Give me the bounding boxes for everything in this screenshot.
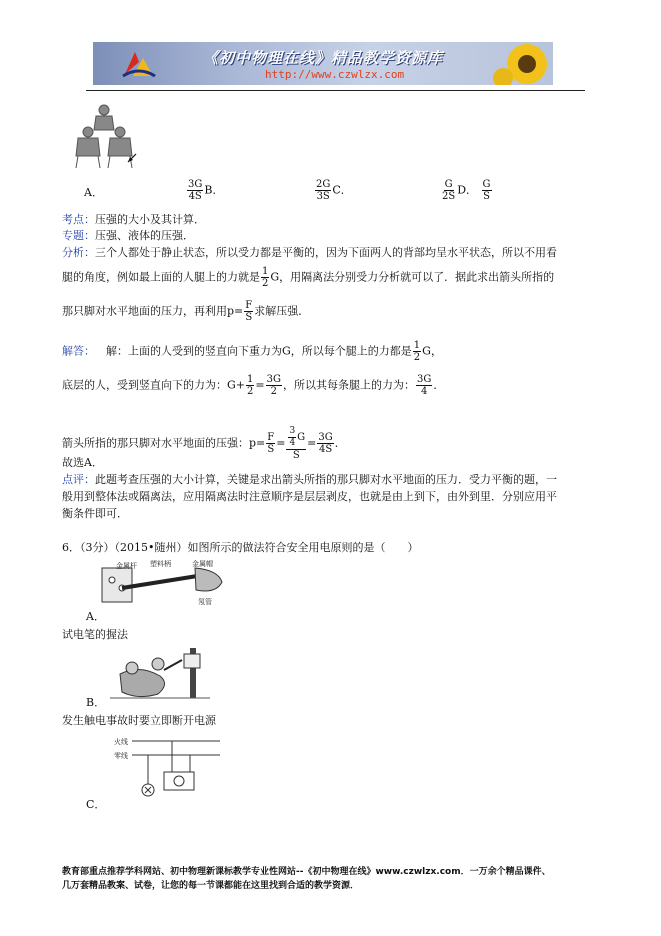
- frac-den: 4: [289, 438, 296, 448]
- dianping-line1: [62, 473, 557, 487]
- conclusion: 故选A．: [62, 456, 103, 469]
- g-text: G: [297, 432, 306, 443]
- frac-num: 3G: [266, 374, 281, 385]
- fenxi-line2: [62, 266, 554, 289]
- eq-sign: =: [255, 378, 265, 392]
- banner-title: 《初中物理在线》精品教学资源库: [203, 49, 444, 67]
- fenxi-label: 分析：: [62, 246, 95, 259]
- q5-option-a-frac: [186, 179, 223, 202]
- frac-num: G: [444, 179, 453, 190]
- q5-option-b-frac: [314, 179, 352, 202]
- p-eq: p=: [227, 304, 244, 318]
- frac-den: 2: [262, 278, 269, 289]
- jieda-label: 解答：: [62, 344, 95, 358]
- frac-den: S: [292, 450, 300, 461]
- kaodian-row: [62, 213, 205, 227]
- jieda-text-3a: 箭头所指的那只脚对水平地面的压强：p=: [62, 436, 266, 450]
- dianping-label: 点评：: [62, 473, 95, 486]
- jieda-line3: [62, 426, 346, 461]
- frac-num: [286, 426, 306, 450]
- header-banner: [93, 42, 553, 85]
- kaodian-text: 压强的大小及其计算．: [95, 213, 205, 226]
- period: ．: [334, 436, 346, 450]
- period: ．: [433, 378, 445, 392]
- fig-label: 金属杆: [116, 562, 137, 570]
- test-pen-figure: [100, 560, 235, 610]
- jieda-line1: [62, 340, 442, 363]
- fenxi-text-2b: G，用隔离法分别受力分析就可以了．据此求出箭头所指的: [270, 270, 555, 284]
- frac-num: 1: [247, 374, 254, 385]
- fenxi-line1: [62, 246, 557, 260]
- fenxi-text-3a: 那只脚对水平地面的压力，再利用: [62, 304, 227, 318]
- fenxi-line3: [62, 300, 309, 323]
- frac-num: 3G: [188, 179, 203, 190]
- frac-num: G: [482, 179, 491, 190]
- zhuanti-row: [62, 229, 194, 243]
- q5-option-d[interactable]: D．: [457, 183, 478, 197]
- frac-num: 1: [413, 340, 421, 351]
- banner-url[interactable]: http://www.czwlzx.com: [265, 68, 405, 81]
- frac-den: 2: [413, 352, 421, 363]
- q5-option-c[interactable]: C．: [332, 183, 352, 197]
- zhuanti-text: 压强、液体的压强．: [95, 229, 194, 242]
- frac-num: F: [267, 432, 275, 443]
- zhuanti-label: 专题：: [62, 229, 95, 242]
- fenxi-text-3b: 求解压强．: [254, 304, 310, 318]
- frac-den: 2: [247, 386, 254, 397]
- q6-caption-a: 试电笔的握法: [62, 628, 128, 641]
- frac-den: S: [245, 312, 253, 323]
- wiring-diagram-figure: [112, 732, 222, 804]
- q6-caption-b: 发生触电事故时要立即断开电源: [62, 714, 216, 727]
- frac-den: S: [267, 444, 275, 455]
- frac-den: 4: [420, 386, 428, 397]
- jieda-text-2a: 底层的人，受到竖直向下的力为：G+: [62, 378, 246, 392]
- frac-den: 4S: [318, 444, 333, 455]
- footer-line1: 教育部重点推荐学科网站、初中物理新课标教学专业性网站--《初中物理在线》www.czwlzx.com．一万余个精品课件、: [62, 867, 551, 877]
- frac-den: 3S: [316, 191, 330, 202]
- q5-option-b[interactable]: B．: [204, 183, 224, 197]
- frac-num: 3G: [318, 432, 333, 443]
- frac-den: 4S: [188, 191, 202, 202]
- fig-label: 火线: [114, 738, 128, 746]
- q6-stem: 6．（3分）（2015•随州）如图所示的做法符合安全用电原则的是（ ）: [62, 541, 419, 554]
- jieda-text-1b: G，: [422, 344, 442, 358]
- header-rule: [86, 90, 585, 91]
- fig-label: 零线: [114, 752, 128, 760]
- frac-num: 3G: [416, 374, 432, 385]
- q6-option-c[interactable]: C．: [86, 798, 106, 811]
- fenxi-text-2a: 腿的角度，例如最上面的人腿上的力就是: [62, 270, 260, 284]
- frac-num: 3: [289, 426, 296, 436]
- kaodian-label: 考点：: [62, 213, 95, 226]
- eq-sign: =: [276, 436, 286, 450]
- frac-num: F: [245, 300, 253, 311]
- sunflower-icon: [493, 42, 553, 85]
- frac-den: S: [483, 191, 490, 202]
- q5-option-a[interactable]: A．: [84, 186, 103, 199]
- q6-option-b[interactable]: B．: [86, 696, 106, 709]
- fig-label: 塑料柄: [150, 560, 171, 568]
- jieda-text-1a: 解：上面的人受到的竖直向下重力为G，所以每个腿上的力都是: [106, 344, 412, 358]
- stacked-people-figure: [70, 102, 140, 170]
- electric-shock-figure: [110, 644, 210, 702]
- fig-label: 氖管: [198, 598, 212, 606]
- frac-den: 2: [270, 386, 277, 397]
- site-logo-icon: [121, 48, 157, 80]
- frac-num: 2G: [316, 179, 331, 190]
- fenxi-text-1: 三个人都处于静止状态，所以受力都是平衡的，因为下面两人的背部均呈水平状态，所以不用看: [95, 246, 557, 259]
- q6-option-a[interactable]: A．: [86, 610, 105, 623]
- dianping-line2: 般用到整体法或隔离法，应用隔离法时注意顺序是层层剥皮，也就是由上到下，由外到里．分别应用平: [62, 490, 557, 503]
- frac-num: 1: [262, 266, 269, 277]
- jieda-text-2b: ，所以其每条腿上的力为：: [282, 378, 415, 392]
- q5-option-c-frac: [440, 179, 493, 202]
- fig-label: 金属帽: [192, 560, 213, 568]
- footer-line2: 几万套精品教案、试卷，让您的每一节课都能在这里找到合适的教学资源．: [62, 881, 360, 891]
- dianping-text-1: 此题考查压强的大小计算，关键是求出箭头所指的那只脚对水平地面的压力．受力平衡的题，一: [95, 473, 557, 486]
- dianping-line3: 衡条件即可．: [62, 507, 128, 520]
- eq-sign: =: [307, 436, 317, 450]
- frac-den: 2S: [442, 191, 456, 202]
- jieda-line2: [62, 374, 444, 397]
